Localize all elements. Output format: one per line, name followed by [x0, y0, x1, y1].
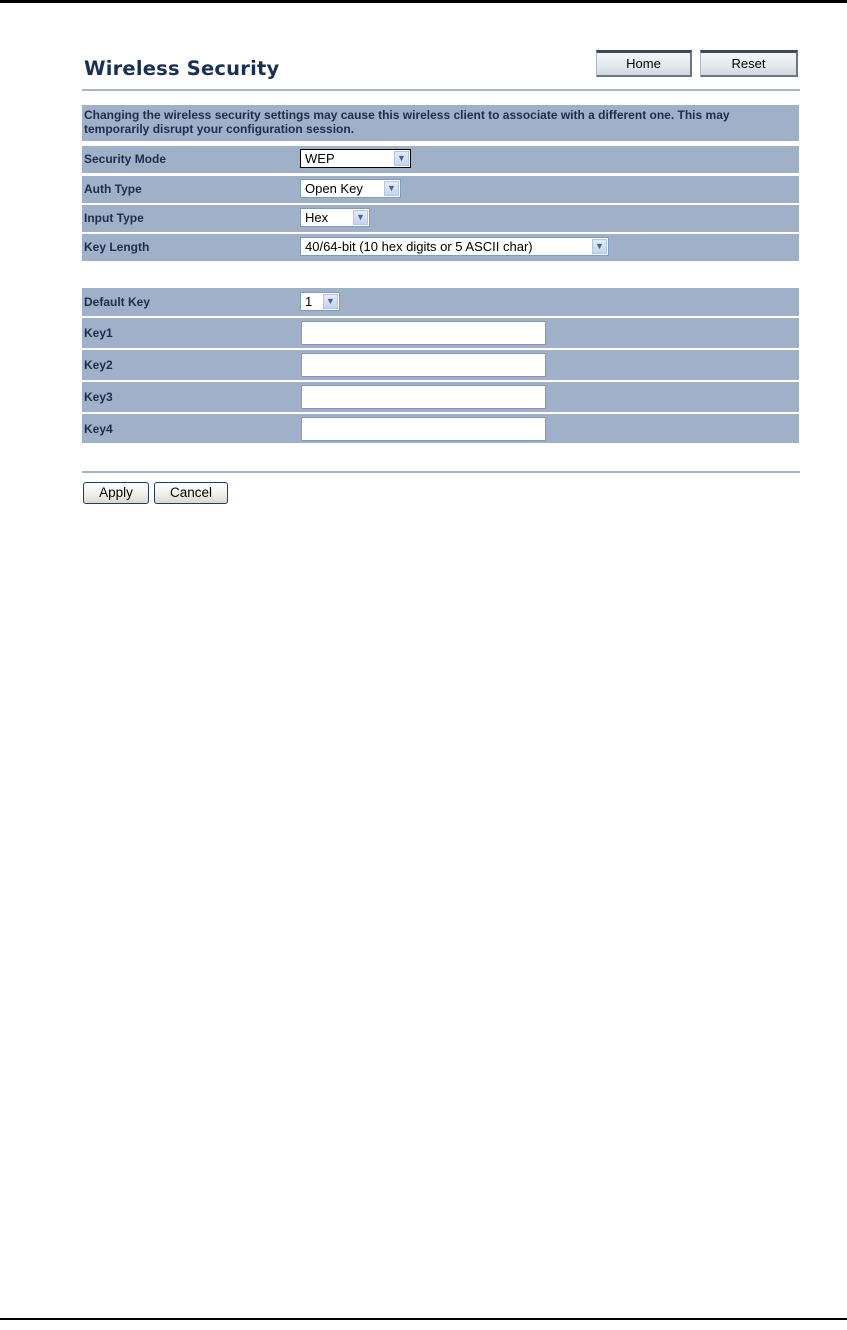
chevron-down-icon[interactable]: ▼ — [592, 239, 607, 254]
footer-divider — [82, 471, 800, 473]
top-border — [0, 0, 847, 3]
key1-label: Key1 — [84, 326, 113, 340]
key1-cell — [297, 318, 799, 348]
cancel-button[interactable]: Cancel — [154, 482, 228, 504]
security-mode-cell — [297, 146, 799, 173]
key3-cell — [297, 382, 799, 412]
bottom-border — [0, 1318, 847, 1320]
security-mode-row — [82, 146, 799, 173]
auth-type-cell — [297, 176, 799, 203]
key4-label: Key4 — [84, 422, 113, 436]
chevron-down-icon[interactable]: ▼ — [384, 181, 399, 196]
page-header — [82, 50, 800, 90]
key2-label: Key2 — [84, 358, 113, 372]
page-title: Wireless Security — [84, 57, 280, 80]
key-length-select[interactable] — [300, 237, 609, 256]
key4-input[interactable] — [301, 417, 546, 441]
key1-row — [82, 318, 799, 348]
apply-button[interactable]: Apply — [83, 482, 149, 504]
key1-input[interactable] — [301, 321, 546, 345]
input-type-value: Hex — [305, 210, 329, 225]
auth-type-label: Auth Type — [84, 182, 142, 196]
key4-row — [82, 414, 799, 443]
key3-input[interactable] — [301, 385, 546, 409]
key3-label: Key3 — [84, 390, 113, 404]
input-type-cell — [297, 205, 799, 232]
default-key-label: Default Key — [84, 295, 151, 309]
header-divider — [82, 89, 800, 91]
key2-row — [82, 350, 799, 380]
auth-type-select[interactable] — [300, 179, 401, 198]
default-key-select[interactable] — [300, 292, 340, 311]
key4-cell — [297, 414, 799, 443]
home-button[interactable]: Home — [596, 50, 692, 77]
security-mode-value: WEP — [305, 151, 335, 166]
input-type-select[interactable] — [300, 208, 370, 227]
auth-type-row — [82, 176, 799, 203]
key3-row — [82, 382, 799, 412]
security-mode-select[interactable] — [300, 149, 411, 168]
key-length-value: 40/64-bit (10 hex digits or 5 ASCII char) — [305, 239, 533, 254]
default-key-value: 1 — [305, 294, 313, 309]
default-key-cell — [297, 288, 799, 316]
key-length-label: Key Length — [84, 240, 150, 254]
auth-type-value: Open Key — [305, 181, 363, 196]
chevron-down-icon[interactable]: ▼ — [323, 294, 338, 309]
input-type-row — [82, 205, 799, 232]
chevron-down-icon[interactable]: ▼ — [394, 151, 409, 166]
input-type-label: Input Type — [84, 211, 144, 225]
key2-cell — [297, 350, 799, 380]
warning-notice: Changing the wireless security settings may cause this wireless client to associate with a different one. This may temporarily disrupt your configuration session. — [82, 105, 799, 141]
key2-input[interactable] — [301, 353, 546, 377]
key-length-row — [82, 234, 799, 261]
default-key-row — [82, 288, 799, 316]
key-length-cell — [297, 234, 799, 261]
security-mode-label: Security Mode — [84, 152, 167, 166]
chevron-down-icon[interactable]: ▼ — [353, 210, 368, 225]
reset-button[interactable]: Reset — [700, 50, 798, 77]
